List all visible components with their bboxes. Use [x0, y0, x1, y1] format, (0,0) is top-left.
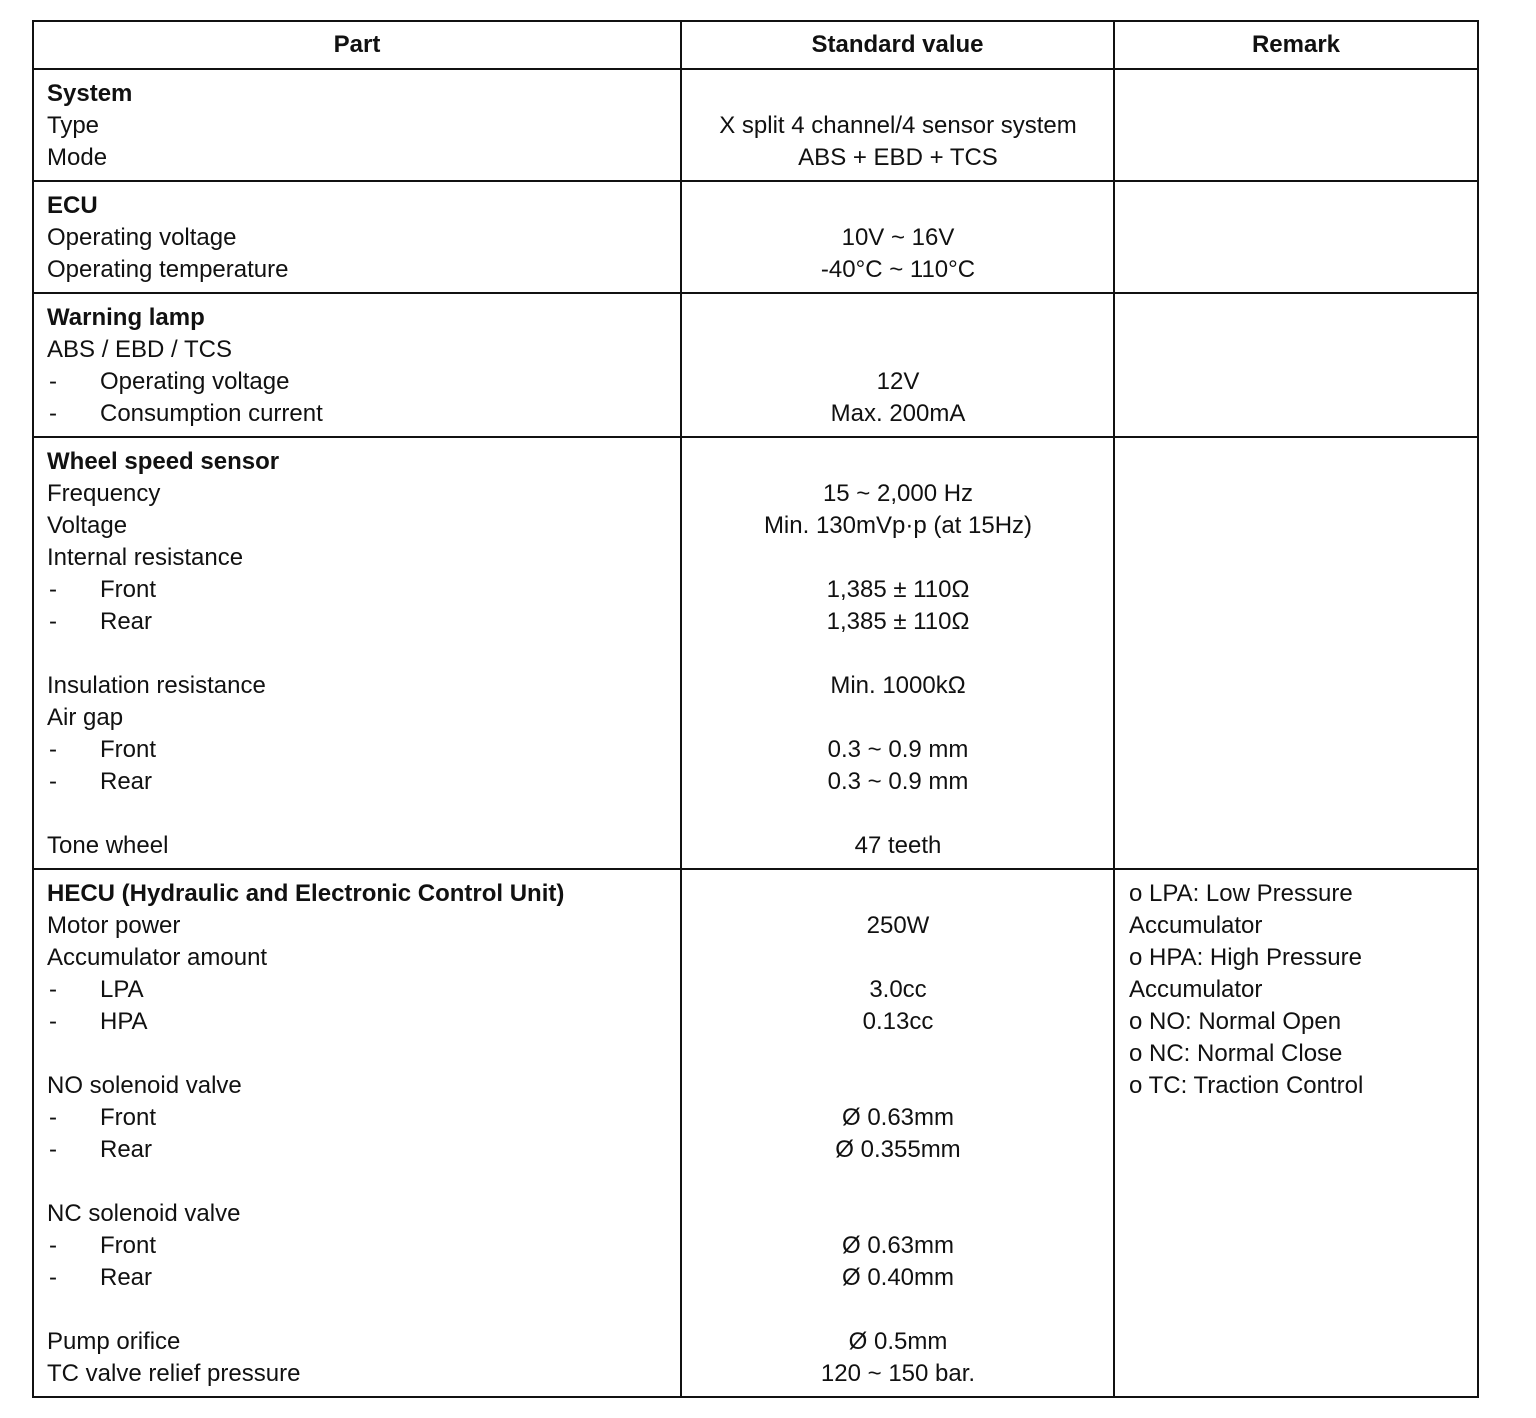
header-remark: Remark [1114, 21, 1478, 69]
value-text [695, 1070, 1101, 1102]
part-label: Motor power [47, 912, 181, 939]
section-row-hecu [33, 869, 1478, 1397]
blank-line [47, 1294, 668, 1326]
value-text [695, 798, 1101, 830]
value-text: 250W [866, 912, 930, 939]
part-label: Air gap [47, 704, 124, 731]
remark-text: o TC: Traction Control [1129, 1072, 1364, 1099]
header-row [33, 21, 1478, 69]
remark-text: o HPA: High Pressure [1129, 944, 1362, 971]
header-standard-value: Standard value [681, 21, 1114, 69]
value-text [695, 1166, 1101, 1198]
part-label: - Rear [47, 1262, 668, 1294]
value-cell [681, 181, 1114, 293]
value-text [695, 1038, 1101, 1070]
part-label: - Front [47, 734, 668, 766]
value-cell [681, 69, 1114, 181]
remark-text: o NO: Normal Open [1129, 1008, 1342, 1035]
remark-cell [1114, 293, 1478, 437]
remark-text: Accumulator [1129, 976, 1263, 1003]
remark-cell [1114, 181, 1478, 293]
part-label: Accumulator amount [47, 944, 268, 971]
value-text: ABS + EBD + TCS [798, 144, 998, 171]
value-cell [681, 869, 1114, 1397]
remark-text: o NC: Normal Close [1129, 1040, 1343, 1067]
value-text: 1,385 ± 110Ω [826, 608, 970, 635]
value-text [695, 942, 1101, 974]
value-text [695, 78, 1101, 110]
remark-cell [1114, 69, 1478, 181]
part-label: Frequency [47, 480, 161, 507]
value-text [695, 542, 1101, 574]
value-text: Max. 200mA [830, 400, 966, 427]
value-text: 0.3 ~ 0.9 mm [827, 736, 969, 763]
value-text: Min. 130mVp·p (at 15Hz) [763, 512, 1033, 539]
header-part: Part [33, 21, 681, 69]
part-label: - LPA [47, 974, 668, 1006]
part-label: - Rear [47, 1134, 668, 1166]
value-cell [681, 293, 1114, 437]
value-text [695, 302, 1101, 334]
value-text: Ø 0.5mm [848, 1328, 948, 1355]
blank-line [47, 638, 668, 670]
value-text [695, 878, 1101, 910]
remark-cell [1114, 437, 1478, 869]
part-label: - Rear [47, 606, 668, 638]
value-text [695, 638, 1101, 670]
value-text: 10V ~ 16V [841, 224, 955, 251]
part-label: - Operating voltage [47, 366, 668, 398]
section-row-wheel-speed-sensor [33, 437, 1478, 869]
part-label: TC valve relief pressure [47, 1360, 301, 1387]
value-text: 12V [876, 368, 920, 395]
value-text [695, 1294, 1101, 1326]
value-text: Ø 0.355mm [835, 1136, 961, 1163]
value-text: 15 ~ 2,000 Hz [822, 480, 974, 507]
part-label: - HPA [47, 1006, 668, 1038]
remark-text: o LPA: Low Pressure [1129, 880, 1353, 907]
part-label: NO solenoid valve [47, 1072, 242, 1099]
part-label: - Front [47, 574, 668, 606]
part-label: Voltage [47, 512, 128, 539]
part-label: ABS / EBD / TCS [47, 336, 232, 363]
value-text: 3.0cc [869, 976, 927, 1003]
section-row-warning-lamp [33, 293, 1478, 437]
specification-table [32, 20, 1479, 1398]
part-label: Operating temperature [47, 256, 289, 283]
section-row-system [33, 69, 1478, 181]
value-text [695, 1198, 1101, 1230]
value-text [695, 334, 1101, 366]
remark-text: Accumulator [1129, 912, 1263, 939]
part-cell [33, 437, 681, 869]
value-text: Ø 0.63mm [841, 1232, 955, 1259]
value-cell [681, 437, 1114, 869]
part-label: NC solenoid valve [47, 1200, 241, 1227]
section-title: HECU (Hydraulic and Electronic Control Unit) [47, 880, 565, 907]
section-title: Warning lamp [47, 304, 205, 331]
blank-line [47, 1038, 668, 1070]
part-label: - Consumption current [47, 398, 668, 430]
value-text [695, 702, 1101, 734]
part-cell [33, 293, 681, 437]
part-cell [33, 869, 681, 1397]
value-text: Ø 0.40mm [841, 1264, 955, 1291]
blank-line [47, 798, 668, 830]
value-text: X split 4 channel/4 sensor system [719, 112, 1077, 139]
part-label: - Front [47, 1230, 668, 1262]
part-label: - Front [47, 1102, 668, 1134]
section-title: System [47, 80, 133, 107]
part-label: Pump orifice [47, 1328, 181, 1355]
blank-line [47, 1166, 668, 1198]
part-label: Tone wheel [47, 832, 169, 859]
value-text: Min. 1000kΩ [830, 672, 966, 699]
section-title: ECU [47, 192, 98, 219]
value-text [695, 190, 1101, 222]
section-row-ecu [33, 181, 1478, 293]
part-label: Internal resistance [47, 544, 244, 571]
value-text [695, 446, 1101, 478]
part-cell [33, 181, 681, 293]
value-text: 0.3 ~ 0.9 mm [827, 768, 969, 795]
value-text: 47 teeth [854, 832, 942, 859]
part-label: - Rear [47, 766, 668, 798]
part-label: Operating voltage [47, 224, 237, 251]
remark-cell [1114, 869, 1478, 1397]
section-title: Wheel speed sensor [47, 448, 280, 475]
value-text: 1,385 ± 110Ω [826, 576, 970, 603]
value-text: 0.13cc [862, 1008, 934, 1035]
part-cell [33, 69, 681, 181]
part-label: Insulation resistance [47, 672, 266, 699]
value-text: -40°C ~ 110°C [820, 256, 976, 283]
part-label: Type [47, 112, 100, 139]
value-text: 120 ~ 150 bar. [820, 1360, 976, 1387]
value-text: Ø 0.63mm [841, 1104, 955, 1131]
part-label: Mode [47, 144, 108, 171]
